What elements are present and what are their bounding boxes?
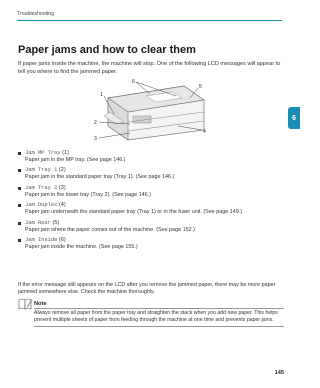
callout-2: 2 bbox=[94, 120, 97, 126]
note-rule-bottom bbox=[34, 326, 284, 327]
outro-paragraph: If the error message still appears on the LCD after you remove the jammed paper, there may be more paper jammed somewhere else. Check the machine thoroughly. bbox=[18, 282, 276, 296]
callout-ref: (6) bbox=[58, 236, 66, 243]
note-pencil-icon bbox=[18, 298, 32, 310]
message-description: Paper jam where the paper comes out of the machine. (See page 152.) bbox=[25, 226, 195, 233]
callout-ref: (2) bbox=[58, 167, 66, 174]
bullet-icon bbox=[18, 222, 21, 225]
running-head: Troubleshooting bbox=[17, 11, 55, 17]
page-number: 145 bbox=[274, 370, 284, 376]
bullet-icon bbox=[18, 152, 21, 155]
list-item bbox=[18, 202, 282, 216]
callout-ref: (5) bbox=[52, 219, 60, 226]
callout-ref: (1) bbox=[62, 150, 69, 156]
message-description: Paper jam in the MP tray. (See page 146.) bbox=[25, 157, 126, 163]
note-text: Always remove all paper from the paper tray and straighten the stack when you add new paper. This helps prevent multiple sheets of paper from feeding through the machine at one time and prevents paper jams. bbox=[34, 310, 278, 323]
page-title: Paper jams and how to clear them bbox=[18, 44, 196, 56]
callout-4: 4 bbox=[203, 129, 206, 135]
list-item bbox=[18, 150, 282, 164]
intro-paragraph: If paper jams inside the machine, the machine will stop. One of the following LCD messages will appear to tell you where to find the jammed paper. bbox=[18, 61, 281, 75]
lcd-message-code: Jam Inside bbox=[25, 236, 58, 243]
lcd-message-code: Jam Duplex bbox=[25, 202, 58, 209]
note-rule-top bbox=[34, 308, 284, 309]
bullet-icon bbox=[18, 169, 21, 172]
lcd-message-code: Jam Rear bbox=[25, 219, 51, 226]
list-item bbox=[18, 220, 282, 234]
lcd-message-code: Jam Tray 1 bbox=[25, 167, 58, 174]
message-description: Paper jam inside the machine. (See page 155.) bbox=[25, 243, 138, 250]
message-description: Paper jam in the standard paper tray (Tray 1). (See page 146.) bbox=[25, 174, 175, 181]
header-rule bbox=[17, 20, 282, 21]
callout-ref: (4) bbox=[58, 202, 66, 209]
printer-illustration bbox=[86, 76, 216, 142]
lcd-message-code: Jam MP Tray bbox=[25, 150, 61, 156]
list-item bbox=[18, 167, 282, 181]
message-description: Paper jam underneath the standard paper tray (Tray 1) or in the fuser unit. (See page 149.) bbox=[25, 209, 243, 216]
callout-1: 1 bbox=[100, 92, 103, 98]
lcd-message-list bbox=[18, 150, 282, 254]
callout-ref: (3) bbox=[58, 184, 66, 191]
bullet-icon bbox=[18, 204, 21, 207]
chapter-tab: 6 bbox=[288, 107, 300, 129]
message-description: Paper jam in the lower tray (Tray 2). (See page 146.) bbox=[25, 191, 151, 198]
callout-5: 5 bbox=[199, 84, 202, 90]
lcd-message-code: Jam Tray 2 bbox=[25, 184, 58, 191]
list-item bbox=[18, 185, 282, 199]
callout-3: 3 bbox=[94, 136, 97, 142]
list-item bbox=[18, 237, 282, 251]
note-label: Note bbox=[34, 301, 47, 307]
bullet-icon bbox=[18, 239, 21, 242]
callout-6: 6 bbox=[132, 79, 135, 85]
bullet-icon bbox=[18, 187, 21, 190]
